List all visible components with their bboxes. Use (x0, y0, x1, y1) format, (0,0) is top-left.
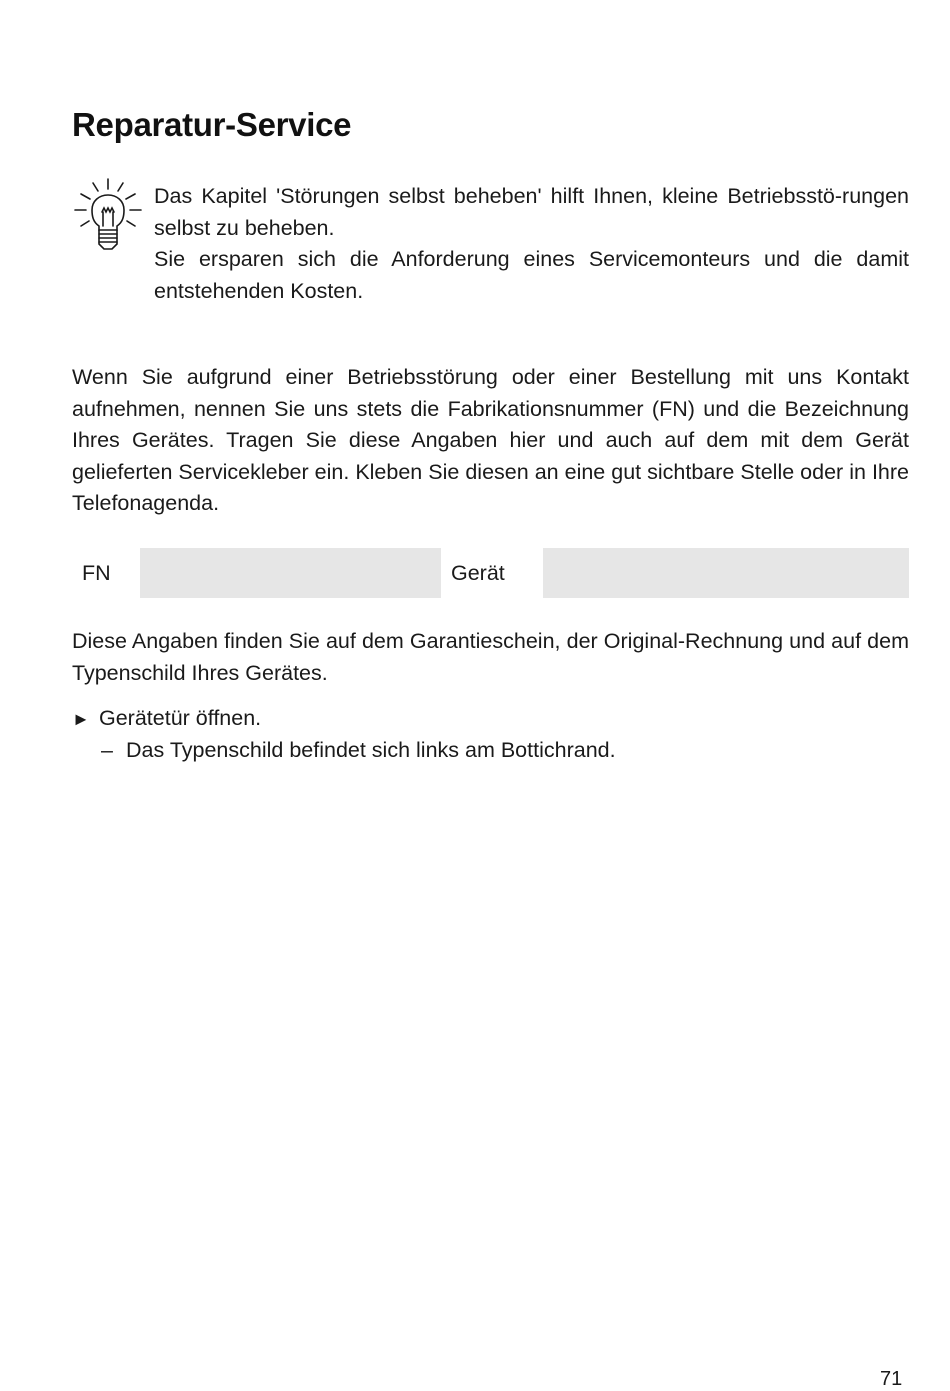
step-arrow-icon: ► (72, 709, 90, 729)
lightbulb-icon (72, 176, 144, 254)
tip-box (154, 181, 909, 307)
fn-label: FN (82, 561, 111, 585)
result-text: Das Typenschild befindet sich links am Bottichrand. (126, 738, 616, 762)
find-paragraph: Diese Angaben finden Sie auf dem Garantieschein, der Original-Rechnung und auf dem Typenschild Ihres Gerätes. (72, 629, 909, 685)
geraet-label: Gerät (451, 561, 505, 585)
page-title: Reparatur-Service (72, 106, 352, 143)
service-fields-row (72, 548, 909, 598)
geraet-field[interactable] (543, 548, 909, 598)
instruction-step (72, 703, 261, 736)
contact-paragraph: Wenn Sie aufgrund einer Betriebsstörung oder einer Bestellung mit uns Kontakt aufnehmen, nennen Sie uns stets die Fabrikationsnummer (FN) und die Bezeichnung Ihres Gerätes. Tragen Sie diese Angaben hier und auch auf dem mit dem Gerät gelieferten Servicekleber ein. Kleben Sie diesen an eine gut sichtbare Stelle oder in Ihre Telefonagenda. (72, 365, 909, 515)
result-dash: – (101, 738, 113, 762)
tip-line-1: Das Kapitel 'Störungen selbst beheben' hilft Ihnen, kleine Betriebsstö-rungen selbst zu beheben. (154, 184, 909, 240)
tip-line-2: Sie ersparen sich die Anforderung eines Servicemonteurs und die damit entstehenden Kosten. (154, 247, 909, 303)
page-number: 71 (880, 1368, 903, 1390)
instruction-result (101, 735, 616, 767)
step-text: Gerätetür öffnen. (99, 706, 262, 730)
fn-field[interactable] (140, 548, 441, 598)
